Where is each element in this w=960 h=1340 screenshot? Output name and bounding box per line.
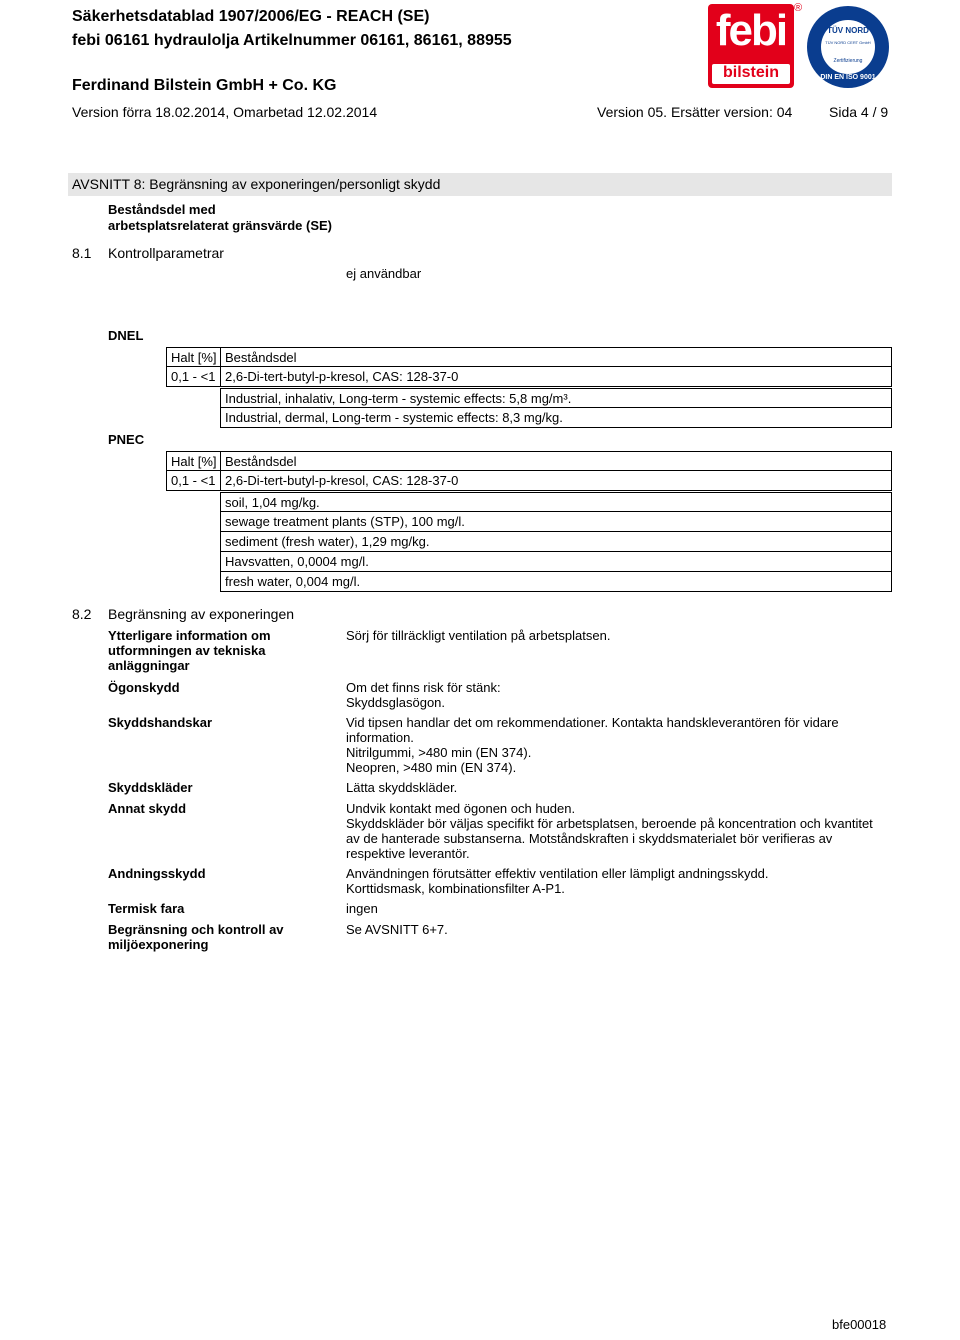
tuv-seal-ring-text: DIN EN ISO 9001 — [820, 74, 876, 81]
page-number: Sida 4 / 9 — [829, 104, 889, 120]
dnel-col-component: Beståndsdel — [225, 350, 297, 365]
exposure-value: Korttidsmask, kombinationsfilter A-P1. — [346, 881, 565, 896]
exposure-label: Begränsning och kontroll av — [108, 922, 284, 937]
tuv-nord-seal — [807, 6, 889, 88]
pnec-label: PNEC — [108, 432, 145, 447]
exposure-value: Skyddsglasögon. — [346, 695, 446, 710]
tuv-seal-sub-text: Zertifizierung — [833, 58, 863, 64]
febi-logo-text: febi — [715, 6, 787, 55]
pnec-value-row — [220, 552, 892, 572]
exposure-value: Lätta skyddskläder. — [346, 780, 458, 795]
exposure-label: Annat skydd — [108, 801, 187, 816]
pnec-header-row — [166, 451, 892, 471]
dnel-value-row — [220, 388, 892, 408]
exposure-label: Skyddskläder — [108, 780, 193, 795]
exposure-label: Termisk fara — [108, 901, 185, 916]
exposure-value: respektive leverantör. — [346, 846, 470, 861]
subsection-8-2-number: 8.2 — [72, 606, 92, 622]
exposure-label: Skyddshandskar — [108, 715, 213, 730]
dnel-conc: 0,1 - <1 — [171, 369, 216, 384]
section-8-header — [68, 173, 892, 196]
exposure-value: Undvik kontakt med ögonen och huden. — [346, 801, 576, 816]
exposure-value: Neopren, >480 min (EN 374). — [346, 760, 517, 775]
exposure-value: Nitrilgummi, >480 min (EN 374). — [346, 745, 532, 760]
exposure-value: Se AVSNITT 6+7. — [346, 922, 448, 937]
exposure-label: Andningsskydd — [108, 866, 206, 881]
product-title: febi 06161 hydraulolja Artikelnummer 06161, 86161, 88955 — [72, 32, 512, 49]
pnec-value: soil, 1,04 mg/kg. — [225, 495, 320, 510]
exposure-value: Sörj för tillräckligt ventilation på arbetsplatsen. — [346, 628, 611, 643]
pnec-value-row — [220, 492, 892, 512]
exposure-label: Ytterligare information om — [108, 628, 271, 643]
pnec-value: fresh water, 0,004 mg/l. — [225, 574, 361, 589]
exposure-value: information. — [346, 730, 414, 745]
dnel-substance-row — [166, 367, 892, 387]
exposure-value: Användningen förutsätter effektiv ventilation eller lämpligt andningsskydd. — [346, 866, 769, 881]
pnec-substance: 2,6-Di-tert-butyl-p-kresol, CAS: 128-37-0 — [225, 473, 459, 488]
pnec-value: sewage treatment plants (STP), 100 mg/l. — [225, 514, 465, 529]
exposure-label: miljöexponering — [108, 937, 209, 952]
company-name: Ferdinand Bilstein GmbH + Co. KG — [72, 77, 337, 94]
exposure-label: utformningen av tekniska — [108, 643, 266, 658]
exposure-value: Om det finns risk för stänk: — [346, 680, 501, 695]
dnel-value-row — [220, 408, 892, 428]
pnec-col-halt: Halt [%] — [171, 454, 217, 469]
pnec-conc: 0,1 - <1 — [171, 473, 216, 488]
dnel-substance: 2,6-Di-tert-butyl-p-kresol, CAS: 128-37-0 — [225, 369, 459, 384]
dnel-value: Industrial, dermal, Long-term - systemic effects: 8,3 mg/kg. — [225, 410, 563, 425]
pnec-value-row — [220, 572, 892, 592]
version-previous: Version förra 18.02.2014, Omarbetad 12.02.2014 — [72, 104, 378, 120]
subsection-8-1-number: 8.1 — [72, 245, 92, 261]
exposure-label: Ögonskydd — [108, 680, 180, 695]
bilstein-logo-text: bilstein — [722, 64, 779, 81]
section-8-title: AVSNITT 8: Begränsning av exponeringen/personligt skydd — [72, 176, 441, 192]
pnec-value: sediment (fresh water), 1,29 mg/kg. — [225, 534, 430, 549]
pnec-value-row — [220, 532, 892, 552]
febi-bilstein-logo — [708, 4, 794, 88]
exposure-label: anläggningar — [108, 658, 190, 673]
pnec-value-row — [220, 512, 892, 532]
pnec-substance-row — [166, 471, 892, 491]
dnel-value: Industrial, inhalativ, Long-term - systemic effects: 5,8 mg/m³. — [225, 391, 572, 406]
subsection-8-2-title: Begränsning av exponeringen — [108, 606, 295, 622]
component-label-line1: Beståndsdel med — [108, 202, 216, 217]
tuv-seal-mid-text: TÜV NORD CERT GmbH — [825, 40, 871, 45]
subsection-8-1-title: Kontrollparametrar — [108, 245, 224, 261]
component-label-line2: arbetsplatsrelaterat gränsvärde (SE) — [108, 218, 332, 233]
exposure-value: ingen — [346, 901, 378, 916]
exposure-value: Vid tipsen handlar det om rekommendationer. Kontakta handskleverantören för vidare — [346, 715, 839, 730]
dnel-label: DNEL — [108, 328, 144, 343]
exposure-value: Skyddskläder bör väljas specifikt för arbetsplatsen, beroende på koncentration och kvantitet — [346, 816, 873, 831]
tuv-seal-top-text: TÜV NORD — [827, 26, 869, 35]
dnel-col-halt: Halt [%] — [171, 350, 217, 365]
pnec-col-component: Beståndsdel — [225, 454, 297, 469]
dnel-header-row — [166, 347, 892, 367]
not-applicable-text: ej användbar — [346, 266, 422, 281]
registered-mark: ® — [794, 2, 803, 14]
footer-code: bfe00018 — [832, 1317, 887, 1332]
pnec-value: Havsvatten, 0,0004 mg/l. — [225, 554, 369, 569]
document-title: Säkerhetsdatablad 1907/2006/EG - REACH (SE) — [72, 8, 430, 25]
exposure-value: av de hanterade substanserna. Motståndskraften i skyddsmaterialet bör verifieras av — [346, 831, 833, 846]
version-current: Version 05. Ersätter version: 04 — [597, 104, 793, 120]
